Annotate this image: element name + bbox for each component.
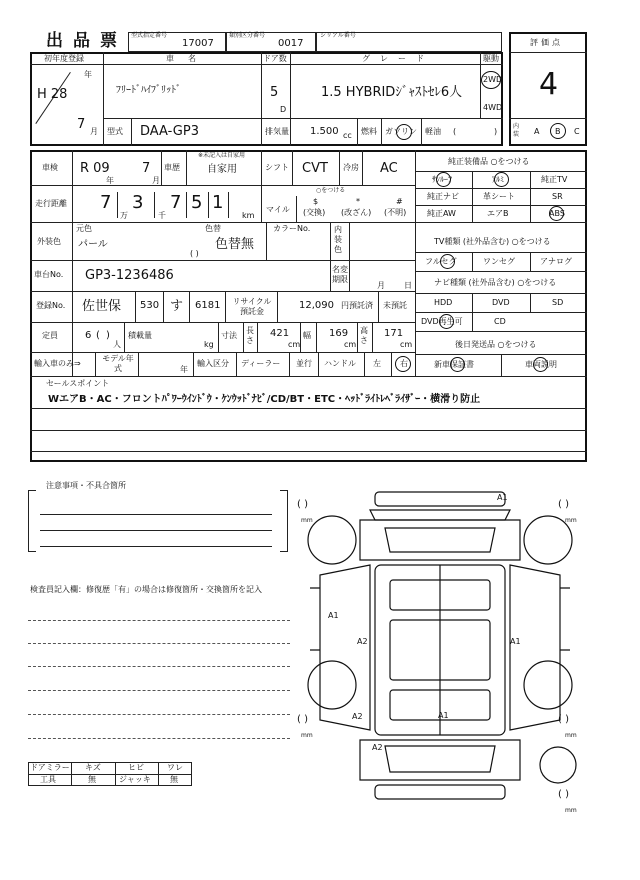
name-change-label: 名変期限 <box>332 265 348 284</box>
model-year-label: モデル年式 <box>102 354 134 373</box>
ac-value: AC <box>380 161 398 176</box>
later-label: 後日発送品 ○をつける <box>455 340 537 349</box>
unknown-sym: # <box>396 197 403 206</box>
reg-kana: す <box>170 299 184 314</box>
mileage-digits <box>90 190 250 220</box>
serial-label: シリアル番号 <box>320 32 356 39</box>
mm-bracket-fr: ( ) <box>558 499 569 510</box>
mileage-digit-2: 3 <box>132 192 144 213</box>
warranty-circle <box>450 357 465 372</box>
car-diagram <box>290 480 590 810</box>
reg-label: 登録No. <box>36 301 66 310</box>
mile-label: マイル <box>266 205 290 214</box>
load-label: 積載量 <box>128 331 152 340</box>
dims-label: 寸法 <box>221 331 237 340</box>
interior-b: B <box>555 127 561 136</box>
length-cm: cm <box>288 340 301 349</box>
width-label: 幅 <box>303 331 311 340</box>
import-label: 輸入車のみ⇒ <box>34 359 81 368</box>
equip-sunroof: ｻﾝﾙｰﾌ <box>432 175 452 184</box>
first-reg-era: H 28 <box>37 87 68 102</box>
tamper-label: (改ざん) <box>341 208 372 217</box>
acc-h4: ワレ <box>167 763 183 772</box>
alumi-circle <box>494 172 509 187</box>
model-label: 型式 <box>107 127 123 136</box>
model-year-unit: 年 <box>180 365 188 374</box>
car-name-value: ﾌﾘｰﾄﾞﾊｲﾌﾞﾘｯﾄﾞ <box>116 85 181 96</box>
navi-dvd: DVD <box>492 298 510 307</box>
mileage-digit-1: 7 <box>100 192 112 213</box>
reg-class: 530 <box>140 300 160 311</box>
recycle-not: 未預託 <box>383 301 407 310</box>
handle-right: 右 <box>400 359 408 368</box>
type-no-label: 型式指定番号 <box>131 32 168 39</box>
category-value: 0017 <box>278 38 304 49</box>
history-value: 自家用 <box>207 164 237 175</box>
sunroof-circle <box>436 172 451 187</box>
mm-rl: mm <box>301 732 313 739</box>
import-parallel: 並行 <box>296 359 312 368</box>
interior-label: 内装 <box>513 123 520 138</box>
shift-label: シフト <box>265 163 289 172</box>
tamper-sym: * <box>356 197 360 206</box>
mileage-sen: 千 <box>158 211 166 220</box>
equip-genuine-tv: 純正TV <box>541 175 568 184</box>
navi-dvd-playback: DVD再生可 <box>421 317 463 326</box>
mm-bracket-rr: ( ) <box>558 714 569 725</box>
tv-oneseg: ワンセグ <box>483 257 515 266</box>
doors-value: 5 <box>270 85 279 100</box>
chassis-label: 車台No. <box>34 270 64 279</box>
length-value: 421 <box>270 328 290 339</box>
tv-analog: アナログ <box>540 257 572 266</box>
handle-label: ハンドル <box>324 359 356 368</box>
fuel-gas: ガソリン <box>385 127 417 136</box>
tv-label: TV種類 (社外品含む) ○をつける <box>434 237 551 246</box>
ac-label: 冷房 <box>343 163 359 172</box>
mm-bracket-fl: ( ) <box>297 499 308 510</box>
handle-left: 左 <box>373 359 381 368</box>
history-note: ※未記入は自家用 <box>198 152 246 159</box>
genuine-label: 純正装備品 ○をつける <box>448 157 530 166</box>
mileage-man: 万 <box>120 211 128 220</box>
load-kg: kg <box>204 340 214 349</box>
reg-month-unit: 月 <box>90 127 98 136</box>
orig-color-value: パール <box>78 239 108 250</box>
fuel-paren-close: ) <box>494 127 498 136</box>
damage-mark-right-center: A1 <box>510 637 521 646</box>
height-label: 高さ <box>360 326 368 345</box>
grade-label: グレード <box>362 54 434 63</box>
import-dealer: ディーラー <box>241 359 281 368</box>
shaken-month: 7 <box>142 161 151 176</box>
displacement-label: 排気量 <box>265 127 289 136</box>
abs-circle <box>549 206 564 221</box>
mm-spare: mm <box>565 807 577 814</box>
mm-fl: mm <box>301 517 313 524</box>
color-paren: ( ) <box>190 249 199 258</box>
car-name-label: 車名 <box>166 54 210 63</box>
fuel-diesel: 軽油 <box>425 127 441 136</box>
equip-abs: ABS <box>549 209 565 218</box>
navi-cd: CD <box>494 317 506 326</box>
navi-hdd: HDD <box>434 298 453 307</box>
equip-sr: SR <box>552 192 563 201</box>
drive-2wd: 2WD <box>483 75 503 84</box>
navi-label: ナビ種類 (社外品含む) ○をつける <box>434 278 557 287</box>
score-label: 評価点 <box>530 38 563 47</box>
door-type: D <box>280 105 287 114</box>
acc-r4: 無 <box>170 775 178 784</box>
recycle-value: 12,090 <box>299 300 334 311</box>
acc-h2: キズ <box>85 763 101 772</box>
capacity-paren: ( <box>96 330 100 341</box>
acc-r2: 無 <box>88 775 96 784</box>
type-no-value: 17007 <box>182 38 214 49</box>
mm-bracket-spare: ( ) <box>558 789 569 800</box>
color-label: 外装色 <box>37 237 61 246</box>
damage-mark-front: A1 <box>497 493 508 502</box>
dvd-playback-circle <box>439 314 454 329</box>
damage-mark-rear: A1 <box>438 711 449 720</box>
height-value: 171 <box>384 328 404 339</box>
sales-label: セールスポイント <box>46 379 110 388</box>
chassis-value: GP3-1236486 <box>85 268 174 283</box>
inspector-label: 検査員記入欄：修復歴「有」の場合は修復箇所・交換箇所を記入 <box>30 585 262 594</box>
unknown-label: (不明) <box>384 208 407 217</box>
caution-bracket-left <box>28 490 36 552</box>
interior-b-circle <box>550 123 566 139</box>
length-label: 長さ <box>246 326 254 345</box>
first-reg-label: 初年度登録 <box>44 54 84 63</box>
import-cat-label: 輸入区分 <box>197 359 229 368</box>
fuel-gas-circle <box>396 124 412 140</box>
mm-fr: mm <box>565 517 577 524</box>
later-warranty: 新車保証書 <box>434 360 474 369</box>
name-change-day: 日 <box>404 281 412 290</box>
shaken-label: 車検 <box>42 163 58 172</box>
mileage-label: 走行距離 <box>35 199 67 208</box>
width-value: 169 <box>329 328 349 339</box>
equip-leather: 革シート <box>483 192 515 201</box>
interior-c: C <box>574 127 580 136</box>
mileage-digit-5: 1 <box>212 192 224 213</box>
handle-right-circle <box>395 356 411 372</box>
exchange-sym: $ <box>313 197 319 206</box>
capacity-unit: 人 <box>113 340 121 349</box>
shaken-year-unit: 年 <box>106 176 114 185</box>
acc-h3: ヒビ <box>128 763 144 772</box>
interior-a: A <box>534 127 540 136</box>
drive-2wd-circle <box>481 71 501 89</box>
equip-genuine-aw: 純正AW <box>427 209 456 218</box>
orig-color-label: 元色 <box>76 224 92 233</box>
displacement-value: 1.500 <box>310 126 339 137</box>
drive-label: 駆動 <box>483 54 499 63</box>
fuel-label: 燃料 <box>361 127 377 136</box>
recycle-label: リサイクル預託金 <box>232 297 272 316</box>
damage-mark-left-center: A2 <box>357 637 368 646</box>
damage-mark-left-side: A1 <box>328 611 339 620</box>
color-number-label: カラーNo. <box>273 224 311 233</box>
manual-circle <box>533 357 548 372</box>
reg-year-unit: 年 <box>84 70 92 79</box>
acc-r3: ジャッキ <box>119 775 151 784</box>
first-reg-month: 7 <box>77 117 86 132</box>
sales-text: WエアB・AC・フロントﾊﾟﾜｰｳｲﾝﾄﾞｳ・ｹﾝｳｯﾄﾞﾅﾋﾞ/CD/BT・ETC・ﾍｯﾄﾞﾗｲﾄﾚﾍﾞﾗｲｻﾞｰ・横滑り防止 <box>48 394 481 405</box>
int-color-label: 内装色 <box>334 225 342 254</box>
acc-h1: ドアミラー <box>30 763 70 772</box>
shift-value: CVT <box>302 161 328 176</box>
later-manual: 車両説明 <box>525 360 557 369</box>
capacity-label: 定員 <box>42 331 58 340</box>
equip-genuine-navi: 純正ナビ <box>427 192 459 201</box>
mileage-digit-4: 5 <box>191 192 203 213</box>
page-title: 出品票 <box>46 31 127 51</box>
capacity-paren-close: ) <box>106 330 110 341</box>
fuel-paren-open: ( <box>453 127 457 136</box>
damage-mark-left-rear: A2 <box>352 712 363 721</box>
cc-unit: cc <box>343 131 352 140</box>
color-change-label: 色替 <box>205 224 221 233</box>
exchange-label: (交換) <box>303 208 326 217</box>
drive-4wd: 4WD <box>483 103 503 112</box>
height-cm: cm <box>400 340 413 349</box>
tv-fullseg: フルセグ <box>425 257 457 266</box>
equip-airbag: エアB <box>487 209 509 218</box>
acc-r1: 工具 <box>40 775 56 784</box>
reg-num: 6181 <box>195 300 221 311</box>
shaken-era: R 09 <box>80 161 110 176</box>
caution-label: 注意事項・不具合箇所 <box>46 481 126 490</box>
navi-sd: SD <box>552 298 564 307</box>
history-label: 車歴 <box>164 163 180 172</box>
mark-note: ○をつける <box>316 187 346 194</box>
recycle-unit: 円預託済 <box>341 301 373 310</box>
shaken-month-unit: 月 <box>152 176 160 185</box>
color-change-value: 色替無 <box>215 237 255 252</box>
mileage-km: km <box>242 211 255 220</box>
width-cm: cm <box>344 340 357 349</box>
mm-rr: mm <box>565 732 577 739</box>
capacity-value: 6 <box>85 330 92 341</box>
score-value: 4 <box>539 67 559 102</box>
name-change-month: 月 <box>377 281 385 290</box>
doors-label: ドア数 <box>263 54 287 63</box>
mm-bracket-rl: ( ) <box>297 714 308 725</box>
mileage-digit-3: 7 <box>170 192 182 213</box>
equip-alumi: ｱﾙﾐ <box>492 175 504 184</box>
reg-area: 佐世保 <box>82 299 122 314</box>
grade-value: 1.5 HYBRIDｼﾞｬｽﾄｾﾚ6人 <box>321 85 463 100</box>
model-value: DAA-GP3 <box>140 124 199 139</box>
caution-bracket-right <box>280 490 288 552</box>
damage-mark-rear-bumper: A2 <box>372 743 383 752</box>
category-label: 類別区分番号 <box>229 32 266 39</box>
tv-fullseg-circle <box>440 254 455 269</box>
